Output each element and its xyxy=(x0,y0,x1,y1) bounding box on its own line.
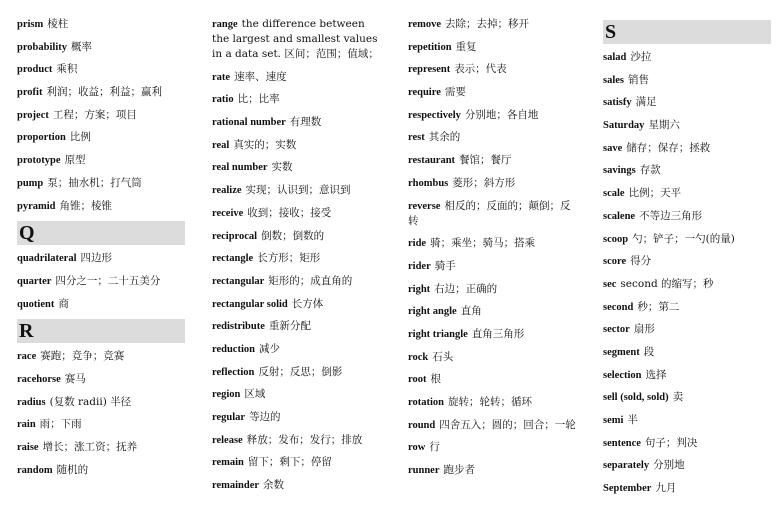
entry-gloss: 旋转；轮转；循环 xyxy=(447,396,532,408)
entry-word: repetition xyxy=(408,41,452,53)
entry-word: rectangular xyxy=(212,275,265,287)
entry-gloss: second 的缩写；秒 xyxy=(620,277,714,290)
entry-word: rotation xyxy=(408,397,444,408)
entry-word: scoop xyxy=(603,233,629,245)
entry-gloss: 存款 xyxy=(639,164,661,177)
column-3 xyxy=(408,17,576,486)
glossary-entry xyxy=(603,118,771,133)
entry-word: runner xyxy=(408,465,440,477)
entry-word: root xyxy=(408,374,427,386)
entry-word: real number xyxy=(212,162,268,174)
entry-word: scalene xyxy=(603,210,636,222)
entry-gloss: 实现；认识到；意识到 xyxy=(245,184,351,197)
entry-word: ride xyxy=(408,238,427,250)
glossary-entry xyxy=(212,342,380,357)
entries-q xyxy=(17,251,185,311)
entry-gloss: 勺；铲子；一勺(的量) xyxy=(632,232,735,245)
glossary-entry xyxy=(603,436,771,451)
entry-word: remove xyxy=(408,19,442,30)
entry-gloss: 骑手 xyxy=(434,259,456,272)
entry-word: separately xyxy=(603,460,650,472)
entry-word: semi xyxy=(603,415,624,426)
glossary-entry xyxy=(603,209,771,224)
entry-word: reverse xyxy=(408,200,441,212)
entry-gloss: 星期六 xyxy=(648,119,680,132)
entry-gloss: 其余的 xyxy=(428,131,461,144)
entry-word: prototype xyxy=(17,155,61,167)
entry-gloss: 释放；发布；发行；排放 xyxy=(246,433,363,446)
column-1 xyxy=(17,17,185,485)
entry-word: real xyxy=(212,139,230,151)
entry-gloss: 骑；乘坐；骑马；搭乘 xyxy=(430,237,536,250)
entry-gloss: 句子；判决 xyxy=(644,436,698,449)
glossary-entry xyxy=(17,40,185,55)
entry-gloss: 赛马 xyxy=(64,372,86,385)
entry-word: selection xyxy=(603,369,642,381)
entry-gloss: 留下；剩下；停留 xyxy=(247,456,332,469)
entry-gloss: 实数 xyxy=(271,161,293,174)
entry-word: rational number xyxy=(212,117,286,129)
glossary-entry xyxy=(212,297,380,312)
entry-word: remain xyxy=(212,457,244,469)
glossary-entry xyxy=(17,130,185,145)
entry-gloss: 餐馆；餐厅 xyxy=(459,154,512,167)
entry-gloss: 分别地；各自地 xyxy=(464,108,539,121)
entry-gloss: 行 xyxy=(429,441,440,454)
entry-gloss: 原型 xyxy=(64,154,86,167)
entry-word: sales xyxy=(603,74,624,86)
entry-word: redistribute xyxy=(212,321,265,333)
entry-gloss: 去除；去掉；移开 xyxy=(445,18,530,30)
entry-gloss: 余数 xyxy=(263,479,285,492)
entry-word: remainder xyxy=(212,480,260,492)
entry-gloss: 半 xyxy=(627,414,638,426)
glossary-entry xyxy=(17,297,185,312)
entry-gloss: 比；比率 xyxy=(237,93,280,106)
entry-gloss: 根 xyxy=(430,373,441,386)
glossary-entry xyxy=(212,365,380,380)
glossary-entry xyxy=(408,130,576,145)
entry-gloss: 区域 xyxy=(244,388,266,401)
entry-word: satisfy xyxy=(603,97,632,109)
entry-word: quotient xyxy=(17,298,55,310)
glossary-entry xyxy=(212,115,380,130)
column-4 xyxy=(603,17,771,504)
glossary-entry xyxy=(603,481,771,496)
glossary-entry xyxy=(212,319,380,334)
glossary-entry xyxy=(212,138,380,153)
entry-word: quadrilateral xyxy=(17,253,77,265)
entry-gloss: 跑步者 xyxy=(443,464,475,477)
entry-word: Saturday xyxy=(603,120,645,132)
glossary-entry xyxy=(408,327,576,342)
entry-word: prism xyxy=(17,19,44,30)
entry-word: respectively xyxy=(408,109,461,121)
glossary-entry xyxy=(408,199,576,229)
entry-gloss: 有理数 xyxy=(289,116,322,129)
glossary-entry xyxy=(17,251,185,266)
entry-gloss: 四分之一；二十五美分 xyxy=(55,274,161,287)
entry-word: ratio xyxy=(212,94,234,106)
glossary-entry xyxy=(408,259,576,274)
entry-gloss: 减少 xyxy=(258,342,280,355)
entry-word: rest xyxy=(408,132,425,144)
entry-word: region xyxy=(212,389,241,401)
entry-gloss: 右边；正确的 xyxy=(434,282,498,295)
entry-word: sell (sold, sold) xyxy=(603,392,669,404)
entry-gloss: 菱形；斜方形 xyxy=(452,176,516,189)
entry-gloss: 乘积 xyxy=(56,63,78,76)
entry-gloss: 长方体 xyxy=(291,297,324,310)
glossary-entry xyxy=(408,236,576,251)
entry-word: right xyxy=(408,283,431,295)
entry-word: rhombus xyxy=(408,177,449,189)
entry-word: right triangle xyxy=(408,328,468,340)
glossary-entry xyxy=(17,372,185,387)
entry-gloss: 增长；涨工资；抚养 xyxy=(42,441,138,453)
entry-word: racehorse xyxy=(17,373,61,385)
section-header-r: R xyxy=(17,319,185,343)
glossary-entry xyxy=(17,62,185,77)
glossary-entry xyxy=(603,300,771,315)
glossary-entry xyxy=(408,85,576,100)
glossary-entry xyxy=(408,440,576,455)
entry-gloss: 重新分配 xyxy=(268,320,311,333)
entry-gloss: 直角三角形 xyxy=(471,327,525,340)
entry-gloss: 重复 xyxy=(455,40,477,53)
entry-word: second xyxy=(603,301,634,313)
glossary-entry xyxy=(17,274,185,289)
entry-gloss: 直角 xyxy=(460,305,482,318)
entry-gloss: 角锥；棱锥 xyxy=(59,199,113,212)
entry-gloss: 矩形的；成直角的 xyxy=(268,274,353,287)
entry-word: random xyxy=(17,464,53,476)
glossary-entry xyxy=(603,73,771,88)
glossary-entry xyxy=(603,458,771,473)
entry-gloss: 商 xyxy=(58,297,69,310)
entry-gloss: 工程；方案；项目 xyxy=(52,108,137,121)
entry-gloss: 扇形 xyxy=(633,323,655,336)
entry-gloss: 收到；接收；接受 xyxy=(247,206,332,219)
glossary-entry xyxy=(17,417,185,432)
entry-gloss: 石头 xyxy=(432,350,454,363)
entry-word: pump xyxy=(17,177,44,189)
entry-word: receive xyxy=(212,207,244,219)
entry-gloss: 卖 xyxy=(672,391,684,404)
entry-word: savings xyxy=(603,165,636,177)
section-header-s: S xyxy=(603,20,771,44)
glossary-entry xyxy=(17,463,185,478)
entry-word: product xyxy=(17,64,53,76)
glossary-entry xyxy=(408,176,576,191)
entry-gloss: 赛跑；竞争；竞赛 xyxy=(40,350,125,363)
glossary-entry xyxy=(212,433,380,448)
entry-gloss: 比例 xyxy=(69,131,91,144)
glossary-entry xyxy=(603,232,771,247)
entry-gloss: 分别地 xyxy=(653,459,685,472)
entry-word: require xyxy=(408,87,441,99)
glossary-entry xyxy=(212,274,380,289)
entry-word: save xyxy=(603,142,623,154)
entry-word: probability xyxy=(17,41,67,53)
entry-word: proportion xyxy=(17,132,66,144)
glossary-entry xyxy=(603,413,771,428)
glossary-entry xyxy=(17,153,185,168)
glossary-entry xyxy=(408,282,576,297)
glossary-entry xyxy=(212,17,380,62)
glossary-entry xyxy=(408,350,576,365)
glossary-entry xyxy=(17,395,185,410)
entry-word: raise xyxy=(17,442,39,453)
entries-r-continued-2 xyxy=(408,17,576,478)
entry-word: reflection xyxy=(212,366,255,378)
entry-gloss: 表示；代表 xyxy=(454,63,507,76)
glossary-entry xyxy=(603,254,771,269)
entries-s xyxy=(603,50,771,496)
entry-word: rain xyxy=(17,419,36,431)
entry-word: salad xyxy=(603,52,627,63)
entry-gloss: 速率、速度 xyxy=(234,70,287,83)
entry-word: pyramid xyxy=(17,200,56,212)
entry-gloss: 反射；反思；倒影 xyxy=(258,365,343,378)
entry-word: project xyxy=(17,109,49,121)
entry-word: segment xyxy=(603,346,640,358)
glossary-entry xyxy=(603,186,771,201)
entry-word: represent xyxy=(408,64,451,76)
entry-gloss: 比例；天平 xyxy=(628,187,682,200)
entry-word: range xyxy=(212,19,238,30)
entry-gloss: 雨；下雨 xyxy=(39,418,82,431)
entry-word: September xyxy=(603,483,652,495)
glossary-entry xyxy=(603,368,771,383)
entry-word: sentence xyxy=(603,437,641,449)
entry-gloss: 倒数；倒数的 xyxy=(261,229,325,242)
glossary-entry xyxy=(408,372,576,387)
glossary-entry xyxy=(212,455,380,470)
glossary-entry xyxy=(212,160,380,175)
glossary-entry xyxy=(212,410,380,425)
glossary-entry xyxy=(212,183,380,198)
entry-gloss: 棱柱 xyxy=(47,18,69,30)
entry-gloss: 利润；收益；利益；赢利 xyxy=(46,86,162,99)
entries-r xyxy=(17,349,185,477)
glossary-entry xyxy=(17,440,185,455)
glossary-entry xyxy=(603,277,771,292)
entry-gloss: 需要 xyxy=(444,86,466,99)
glossary-entry xyxy=(212,92,380,107)
glossary-entry xyxy=(212,387,380,402)
entry-word: rate xyxy=(212,71,231,83)
entry-word: sector xyxy=(603,324,630,336)
entry-word: row xyxy=(408,442,426,454)
glossary-entry xyxy=(212,229,380,244)
entry-gloss: (复数 radii) 半径 xyxy=(49,395,132,408)
glossary-entry xyxy=(17,199,185,214)
entries-p xyxy=(17,17,185,214)
entry-word: regular xyxy=(212,412,246,423)
glossary-entry xyxy=(408,463,576,478)
glossary-entry xyxy=(212,478,380,493)
entry-word: reduction xyxy=(212,343,255,355)
entry-gloss: 得分 xyxy=(630,255,652,268)
entry-word: sec xyxy=(603,278,617,290)
entry-gloss: 随机的 xyxy=(56,463,89,476)
glossary-entry xyxy=(603,390,771,405)
column-2 xyxy=(212,17,380,501)
entry-word: round xyxy=(408,419,436,431)
entry-gloss: 真实的；实数 xyxy=(233,138,297,151)
entry-word: restaurant xyxy=(408,155,456,167)
glossary-entry xyxy=(408,395,576,410)
entry-word: scale xyxy=(603,188,625,200)
entry-word: score xyxy=(603,256,627,268)
glossary-entry xyxy=(17,17,185,32)
glossary-entry xyxy=(212,251,380,266)
entry-gloss: 相反的；反面的；颠倒；反转 xyxy=(408,199,571,227)
glossary-entry xyxy=(17,176,185,191)
entry-gloss: 泵；抽水机；打气筒 xyxy=(47,176,142,189)
entry-word: rectangle xyxy=(212,253,254,265)
entry-gloss: 销售 xyxy=(628,73,649,86)
glossary-entry xyxy=(408,17,576,32)
entry-word: radius xyxy=(17,396,46,408)
glossary-entry xyxy=(603,50,771,65)
glossary-entry xyxy=(17,108,185,123)
entry-word: reciprocal xyxy=(212,230,258,242)
entry-word: realize xyxy=(212,185,242,197)
glossary-entry xyxy=(212,70,380,85)
entry-gloss: 段 xyxy=(643,345,655,358)
glossary-entry xyxy=(408,153,576,168)
glossary-entry xyxy=(408,108,576,123)
entry-gloss: 沙拉 xyxy=(630,51,652,63)
glossary-entry xyxy=(408,304,576,319)
glossary-entry xyxy=(17,85,185,100)
entry-word: rectangular solid xyxy=(212,298,288,310)
entry-gloss: 等边的 xyxy=(249,411,281,423)
glossary-entry xyxy=(408,62,576,77)
entry-gloss: 四舍五入；圆的；回合；一轮 xyxy=(439,418,576,431)
glossary-entry xyxy=(603,163,771,178)
glossary-entry xyxy=(603,95,771,110)
entry-gloss: 选择 xyxy=(645,368,667,381)
glossary-entry xyxy=(408,418,576,433)
entry-gloss: the difference between the largest and smallest values in a data set. 区间；范围；值域； xyxy=(212,18,379,60)
entry-word: release xyxy=(212,434,243,446)
section-header-q: Q xyxy=(17,221,185,245)
entry-word: quarter xyxy=(17,275,52,287)
glossary-entry xyxy=(603,322,771,337)
entry-gloss: 长方形；矩形 xyxy=(257,252,321,265)
entry-gloss: 秒；第二 xyxy=(637,300,680,313)
entry-gloss: 储存；保存；拯救 xyxy=(626,141,711,154)
glossary-entry xyxy=(17,349,185,364)
entries-r-continued xyxy=(212,17,380,493)
entry-gloss: 概率 xyxy=(71,40,92,53)
entry-gloss: 四边形 xyxy=(80,252,112,265)
entry-word: profit xyxy=(17,87,43,99)
entry-word: rock xyxy=(408,351,429,363)
glossary-entry xyxy=(603,141,771,156)
glossary-entry xyxy=(212,206,380,221)
glossary-entry xyxy=(408,40,576,55)
entry-gloss: 不等边三角形 xyxy=(639,209,703,222)
entry-gloss: 九月 xyxy=(655,482,677,495)
entry-word: right angle xyxy=(408,306,457,318)
entry-word: race xyxy=(17,351,37,363)
glossary-entry xyxy=(603,345,771,360)
entry-gloss: 满足 xyxy=(635,96,657,109)
entry-word: rider xyxy=(408,260,431,272)
